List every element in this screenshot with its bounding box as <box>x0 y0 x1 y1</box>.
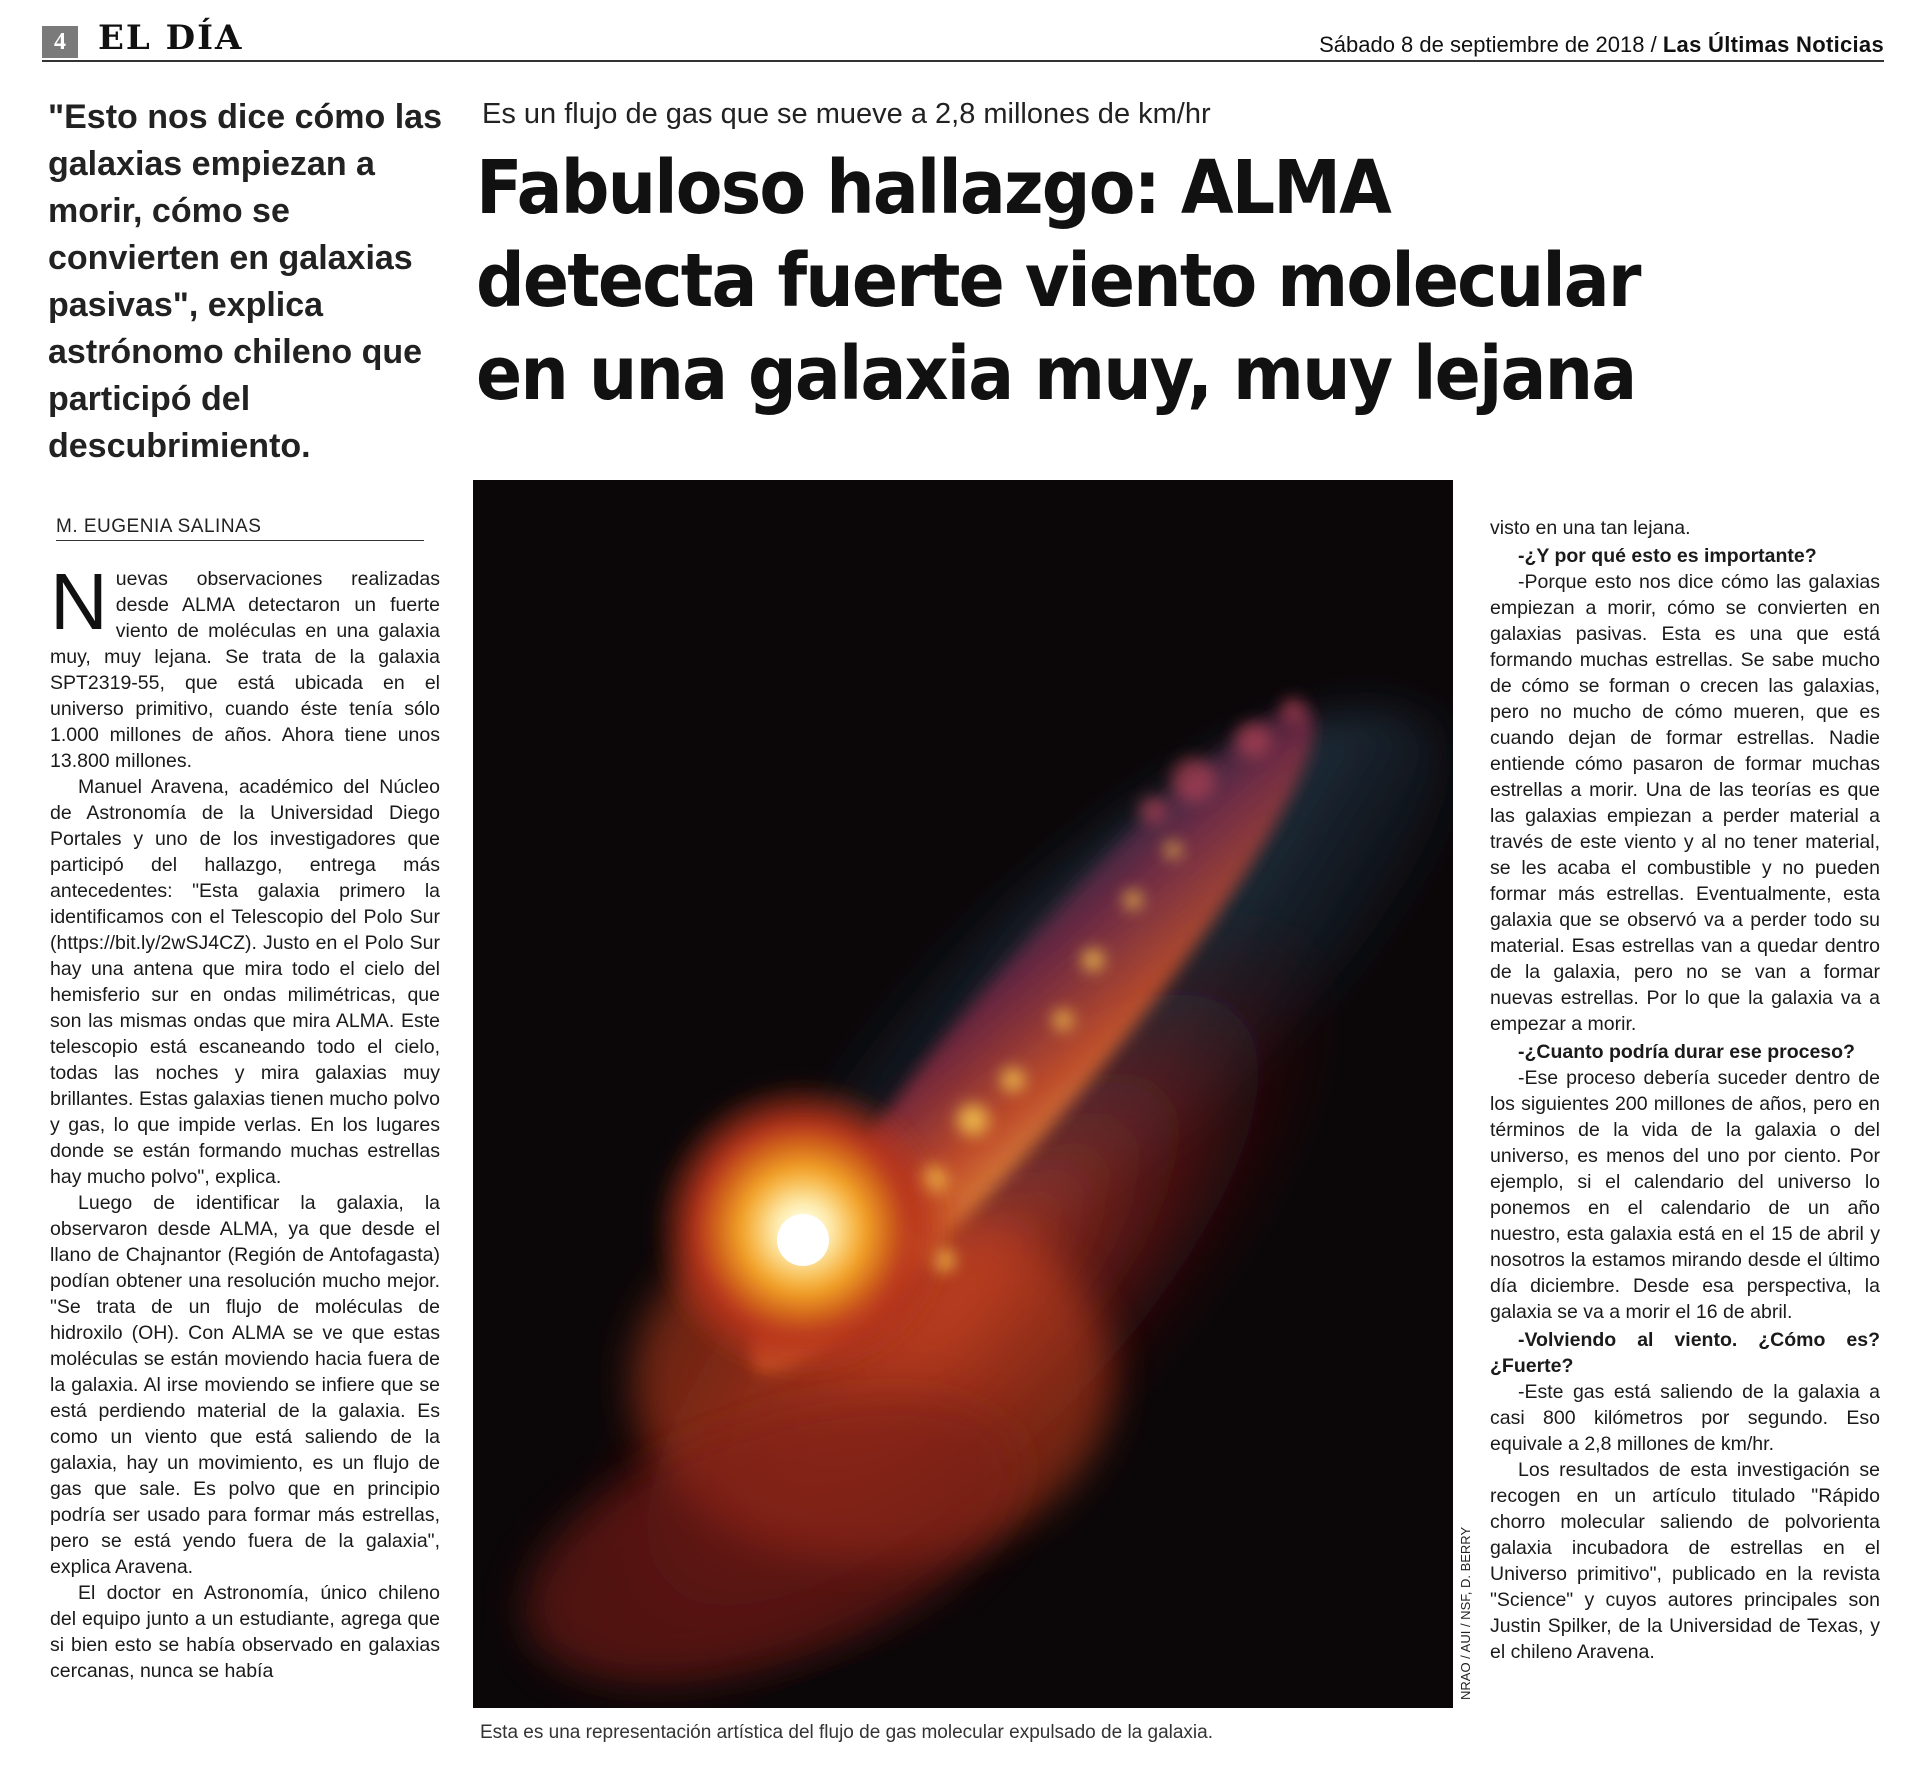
galaxy-illustration <box>473 480 1453 1708</box>
interview-question: -Volviendo al viento. ¿Cómo es? ¿Fuerte? <box>1490 1329 1880 1377</box>
byline-rule <box>56 540 424 541</box>
galaxy-artwork <box>473 480 1453 1708</box>
dateline <box>1319 32 1884 58</box>
interview-question: -¿Y por qué esto es importante? <box>1518 545 1817 567</box>
section-title: EL DÍA <box>98 18 244 58</box>
article-column-left <box>50 557 440 1684</box>
image-caption: Esta es una representación artística del flujo de gas molecular expulsado de la galaxia. <box>480 1722 1213 1743</box>
photo-credit: NRAO / AUI / NSF, D. BERRY <box>1458 1526 1473 1700</box>
page-number: 4 <box>42 26 78 58</box>
paragraph: Manuel Aravena, académico del Núcleo de Astronomía de la Universidad Diego Portales y uno de los investigadores que participó del hallazgo, entrega más antecedentes: "Esta galaxia primero la identificamos con el Telescopio del Polo Sur (https://bit.ly/2wSJ4CZ). Justo en el Polo Sur hay una antena que mira todo el cielo del hemisferio sur en ondas milimétricas, que son las mismas ondas que mira ALMA. Este telescopio está escaneando todo el cielo, todas las noches y mira galaxias muy brillantes. Estas galaxias tienen mucho polvo y gas, lo que impide verlas. En los lugares donde se están formando muchas estrellas hay mucho polvo", explica. <box>50 776 440 1188</box>
paragraph: Luego de identificar la galaxia, la observaron desde ALMA, ya que desde el llano de Chajnantor (Región de Antofagasta) podían obtener una resolución mucho mejor. "Se trata de un flujo de moléculas de hidroxilo (OH). Con ALMA se ve que estas moléculas se están moviendo hacia fuera de la galaxia. Al irse moviendo se infiere que se está perdiendo material de la galaxia. Es como un viento que está saliendo de la galaxia, hay un movimiento, es un flujo de gas que sale. Es polvo que en principio podría ser usado para formar más estrellas, pero se está yendo fuera de la galaxia", explica Aravena. <box>50 1192 440 1578</box>
interview-question: -¿Cuanto podría durar ese proceso? <box>1518 1041 1855 1063</box>
paragraph-lead: Nuevas observaciones realizadas desde ALMA detectaron un fuerte viento de moléculas en una galaxia muy, muy lejana. Se trata de la galaxia SPT2319-55, que está ubicada en el universo primitivo, cuando éste tenía sólo 1.000 millones de años. Ahora tiene unos 13.800 millones. <box>50 557 440 772</box>
publication-name: Las Últimas Noticias <box>1662 32 1884 57</box>
pull-quote: "Esto nos dice cómo las galaxias empiezan a morir, cómo se convierten en galaxias pasivas", explica astrónomo chileno que participó del descubrimiento. <box>48 98 443 465</box>
headline: Fabuloso hallazgo: ALMA detecta fuerte viento molecular en una galaxia muy, muy lejana <box>476 145 1640 417</box>
byline: M. EUGENIA SALINAS <box>56 516 262 537</box>
paragraph-closing: Los resultados de esta investigación se recogen en un artículo titulado "Rápido chorro molecular saliendo de polvorienta galaxia incubadora de estrellas en el Universo primitivo", publicado en la revista "Science" y cuyos autores principales son Justin Spilker, de la Universidad de Texas, y el chileno Aravena. <box>1490 1459 1880 1663</box>
interview-answer: -Ese proceso debería suceder dentro de los siguientes 200 millones de años, pero en términos de la vida de la galaxia o del universo, es menos del uno por ciento. Por ejemplo, si el calendario del universo lo ponemos en el calendario de un año nuestro, esta galaxia está en el 15 de abril y nosotros la estamos mirando desde el último día diciembre. Desde esa perspectiva, la galaxia se va a morir el 16 de abril. <box>1490 1067 1880 1323</box>
kicker: Es un flujo de gas que se mueve a 2,8 millones de km/hr <box>482 98 1211 130</box>
interview-answer: -Porque esto nos dice cómo las galaxias empiezan a morir, cómo se convierten en galaxias pasivas. Esta es una que está formando muchas estrellas. Se sabe mucho de cómo se forman o crecen las galaxias, pero no mucho de cómo mueren, que es cuando dejan de formar estrellas. Nadie entiende cómo pasaron de formar muchas estrellas a morir. Una de las teorías es que las galaxias empiezan a perder material a través de este viento y al no tener material, se les acaba el combustible y no pueden formar más estrellas. Eventualmente, esta galaxia que se observó va a perder todo su material. Esas estrellas van a quedar dentro de la galaxia, pero no se van a formar nuevas estrellas. Por lo que la galaxia va a empezar a morir. <box>1490 571 1880 1035</box>
paragraph: visto en una tan lejana. <box>1490 517 1691 539</box>
issue-date: Sábado 8 de septiembre de 2018 / <box>1319 32 1657 57</box>
interview-answer: -Este gas está saliendo de la galaxia a casi 800 kilómetros por segundo. Eso equivale a 2,8 millones de km/hr. <box>1490 1381 1880 1455</box>
article-column-right <box>1490 515 1880 1665</box>
drop-cap: N <box>50 557 108 646</box>
paragraph: El doctor en Astronomía, único chileno del equipo junto a un estudiante, agrega que si bien esto se había observado en galaxias cercanas, nunca se había <box>50 1582 440 1682</box>
header-rule <box>42 60 1884 62</box>
